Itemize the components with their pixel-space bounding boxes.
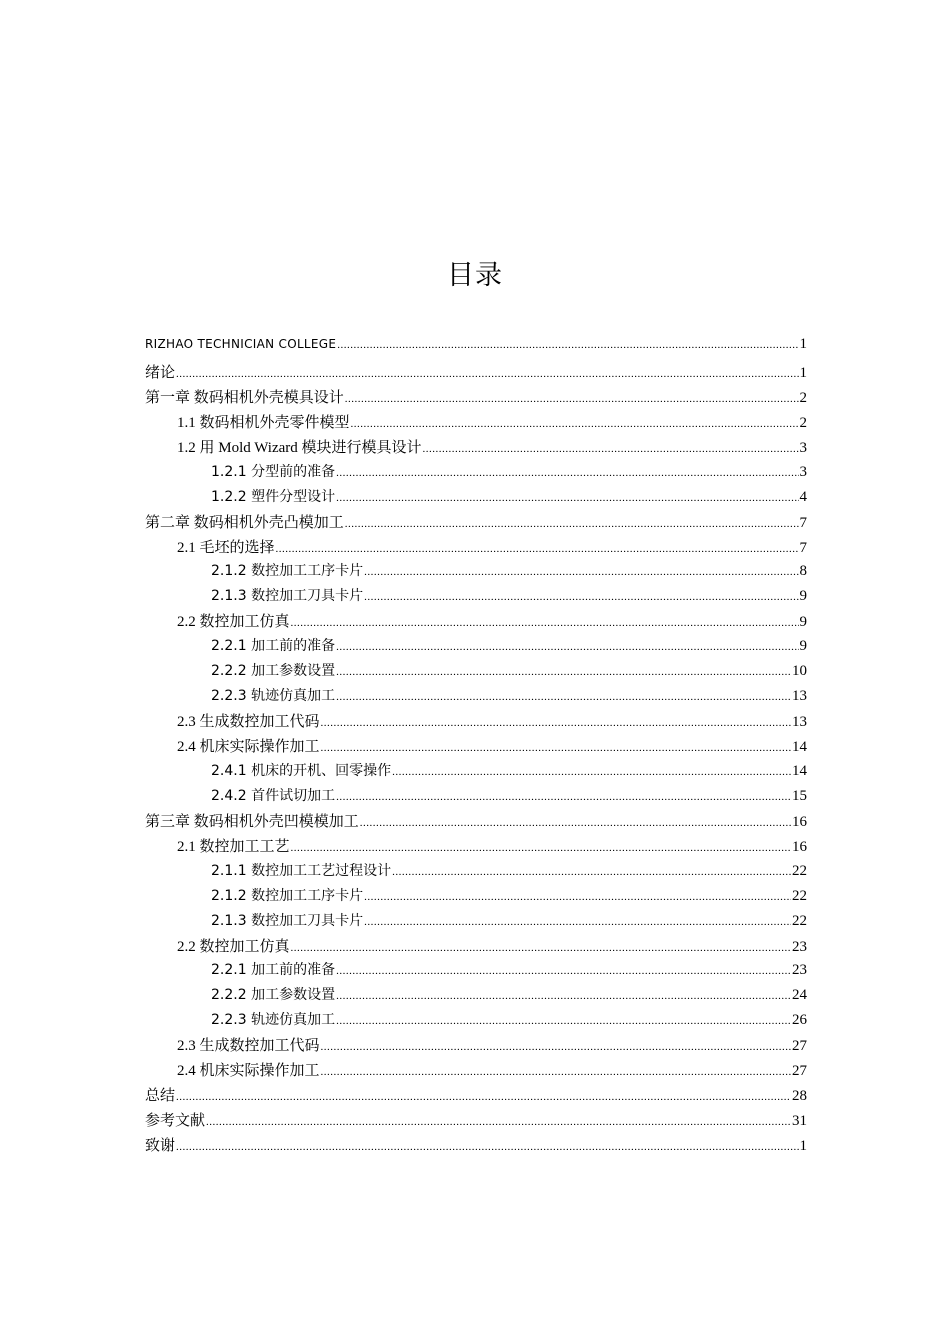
toc-entry[interactable] [145, 536, 807, 561]
toc-dot-leader [336, 791, 791, 803]
toc-entry[interactable] [145, 361, 807, 386]
toc-entry[interactable] [145, 710, 807, 735]
toc-entry-label: 2.2 数控加工仿真 [177, 938, 290, 955]
toc-dot-leader [392, 866, 791, 878]
toc-dot-leader [345, 393, 799, 405]
toc-entry-page-number: 1 [799, 1138, 807, 1154]
toc-entry-page-number: 3 [799, 463, 807, 480]
toc-entry-label: 2.1.2 数控加工工序卡片 [211, 563, 364, 580]
toc-entry-label: 第三章 数码相机外壳凹模模加工 [145, 813, 359, 830]
toc-entry-label: 1.2.1 分型前的准备 [211, 463, 336, 480]
toc-entry-label: 2.4 机床实际操作加工 [177, 739, 320, 755]
toc-entry-label: 致谢 [145, 1138, 176, 1154]
toc-entry-page-number: 24 [792, 987, 807, 1004]
toc-dot-leader [276, 543, 799, 555]
toc-dot-leader [351, 418, 799, 430]
toc-entry[interactable] [145, 910, 807, 935]
toc-entry-label: 第二章 数码相机外壳凸模加工 [145, 514, 344, 531]
toc-dot-leader [336, 467, 798, 479]
toc-dot-leader [364, 591, 798, 603]
toc-entry-page-number: 27 [792, 1038, 807, 1055]
toc-entry-label: 2.1 毛坯的选择 [177, 539, 275, 556]
toc-entry-page-number: 10 [792, 663, 807, 680]
toc-dot-leader [360, 817, 791, 829]
toc-entry[interactable] [145, 660, 807, 685]
toc-entry-page-number: 8 [799, 563, 807, 580]
toc-entry-page-number: 7 [799, 514, 807, 531]
toc-dot-leader [336, 965, 791, 977]
toc-dot-leader [336, 691, 791, 703]
toc-entry-page-number: 2 [799, 389, 807, 406]
toc-dot-leader [321, 1041, 791, 1053]
toc-dot-leader [291, 942, 791, 954]
toc-entry-page-number: 7 [799, 539, 807, 556]
toc-entry-label: 绪论 [145, 364, 176, 381]
toc-entry-page-number: 14 [792, 762, 807, 779]
table-of-contents [145, 336, 807, 1159]
toc-entry-label: 2.3 生成数控加工代码 [177, 714, 320, 731]
toc-entry[interactable] [145, 860, 807, 885]
toc-entry-page-number: 22 [792, 912, 807, 929]
toc-dot-leader [176, 1141, 798, 1153]
toc-entry-page-number: 13 [792, 714, 807, 731]
toc-entry[interactable] [145, 959, 807, 984]
toc-entry-page-number: 14 [792, 739, 807, 755]
toc-entry-label: 2.2.1 加工前的准备 [211, 962, 336, 979]
toc-entry[interactable] [145, 461, 807, 486]
page-title: 目录 [447, 260, 503, 291]
toc-entry[interactable] [145, 411, 807, 436]
toc-entry-page-number: 15 [792, 787, 807, 804]
toc-dot-leader [364, 566, 798, 578]
toc-entry[interactable] [145, 585, 807, 610]
toc-entry-page-number: 16 [792, 813, 807, 830]
toc-dot-leader [291, 617, 799, 629]
toc-entry-page-number: 22 [792, 887, 807, 904]
toc-entry[interactable] [145, 685, 807, 710]
toc-dot-leader [336, 666, 791, 678]
toc-dot-leader [364, 916, 791, 928]
toc-entry-label: 2.3 生成数控加工代码 [177, 1038, 320, 1055]
toc-entry[interactable] [145, 1109, 807, 1134]
toc-entry[interactable] [145, 436, 807, 461]
toc-entry[interactable] [145, 511, 807, 536]
toc-entry-page-number: 23 [792, 938, 807, 955]
toc-entry-label: 2.2.2 加工参数设置 [211, 663, 336, 680]
toc-entry-page-number: 9 [799, 588, 807, 605]
toc-entry[interactable] [145, 885, 807, 910]
toc-entry[interactable] [145, 1034, 807, 1059]
toc-entry-label: 1.2 用 Mold Wizard 模块进行模具设计 [177, 439, 422, 456]
toc-entry[interactable] [145, 610, 807, 635]
toc-entry-page-number: 16 [792, 838, 807, 855]
toc-entry[interactable] [145, 1134, 807, 1159]
toc-entry-label: 2.2.2 加工参数设置 [211, 987, 336, 1004]
toc-entry-page-number: 2 [799, 414, 807, 431]
toc-dot-leader [336, 641, 798, 653]
toc-entry[interactable] [145, 810, 807, 835]
toc-entry-page-number: 31 [792, 1113, 807, 1130]
toc-entry[interactable] [145, 735, 807, 760]
toc-entry-label: RIZHAO TECHNICIAN COLLEGE [145, 337, 337, 351]
toc-entry[interactable] [145, 984, 807, 1009]
toc-entry-label: 1.1 数码相机外壳零件模型 [177, 414, 350, 431]
toc-entry-page-number: 9 [799, 614, 807, 631]
toc-dot-leader [176, 1091, 791, 1103]
toc-entry-page-number: 28 [792, 1088, 807, 1105]
toc-entry-page-number: 4 [799, 488, 807, 505]
toc-entry-page-number: 22 [792, 862, 807, 879]
toc-dot-leader [423, 443, 799, 455]
toc-entry-label: 2.2.1 加工前的准备 [211, 638, 336, 655]
toc-entry[interactable] [145, 560, 807, 585]
toc-entry-label: 2.1.3 数控加工刀具卡片 [211, 912, 364, 929]
toc-dot-leader [336, 1015, 791, 1027]
toc-dot-leader [345, 518, 799, 530]
toc-entry[interactable] [145, 785, 807, 810]
toc-entry-label: 2.2.3 轨迹仿真加工 [211, 688, 336, 705]
toc-entry-page-number: 1 [799, 336, 807, 352]
toc-entry[interactable] [145, 336, 807, 361]
toc-entry[interactable] [145, 635, 807, 660]
toc-entry[interactable] [145, 1084, 807, 1109]
toc-entry[interactable] [145, 1009, 807, 1034]
toc-entry-label: 2.2 数控加工仿真 [177, 614, 290, 631]
toc-entry-page-number: 27 [792, 1063, 807, 1080]
toc-entry-page-number: 26 [792, 1012, 807, 1029]
toc-entry-label: 2.4 机床实际操作加工 [177, 1063, 320, 1080]
toc-entry[interactable] [145, 935, 807, 960]
toc-entry-page-number: 1 [799, 364, 807, 381]
toc-entry[interactable] [145, 386, 807, 411]
toc-dot-leader [291, 842, 791, 854]
toc-entry-label: 1.2.2 塑件分型设计 [211, 488, 336, 505]
toc-entry[interactable] [145, 1059, 807, 1084]
toc-entry-label: 总结 [145, 1088, 176, 1105]
toc-entry-label: 2.2.3 轨迹仿真加工 [211, 1012, 336, 1029]
toc-dot-leader [336, 492, 798, 504]
toc-dot-leader [392, 766, 791, 778]
toc-entry-label: 2.1.3 数控加工刀具卡片 [211, 588, 364, 605]
toc-entry-page-number: 23 [792, 962, 807, 979]
toc-entry-label: 2.1 数控加工工艺 [177, 838, 290, 855]
toc-dot-leader [321, 1066, 791, 1078]
toc-entry-label: 2.4.2 首件试切加工 [211, 787, 336, 804]
toc-entry-page-number: 9 [799, 638, 807, 655]
toc-dot-leader [336, 990, 791, 1002]
toc-dot-leader [176, 368, 798, 380]
toc-dot-leader [206, 1116, 791, 1128]
toc-entry[interactable] [145, 835, 807, 860]
toc-entry-label: 参考文献 [145, 1113, 206, 1130]
toc-entry-page-number: 3 [799, 439, 807, 456]
toc-dot-leader [337, 339, 798, 351]
toc-entry-label: 第一章 数码相机外壳模具设计 [145, 389, 344, 406]
toc-dot-leader [364, 891, 791, 903]
toc-dot-leader [321, 742, 791, 754]
toc-dot-leader [321, 717, 791, 729]
toc-entry[interactable] [145, 760, 807, 785]
toc-entry[interactable] [145, 486, 807, 511]
toc-entry-page-number: 13 [792, 688, 807, 705]
toc-entry-label: 2.4.1 机床的开机、回零操作 [211, 762, 392, 779]
toc-entry-label: 2.1.1 数控加工工艺过程设计 [211, 862, 392, 879]
toc-entry-label: 2.1.2 数控加工工序卡片 [211, 887, 364, 904]
